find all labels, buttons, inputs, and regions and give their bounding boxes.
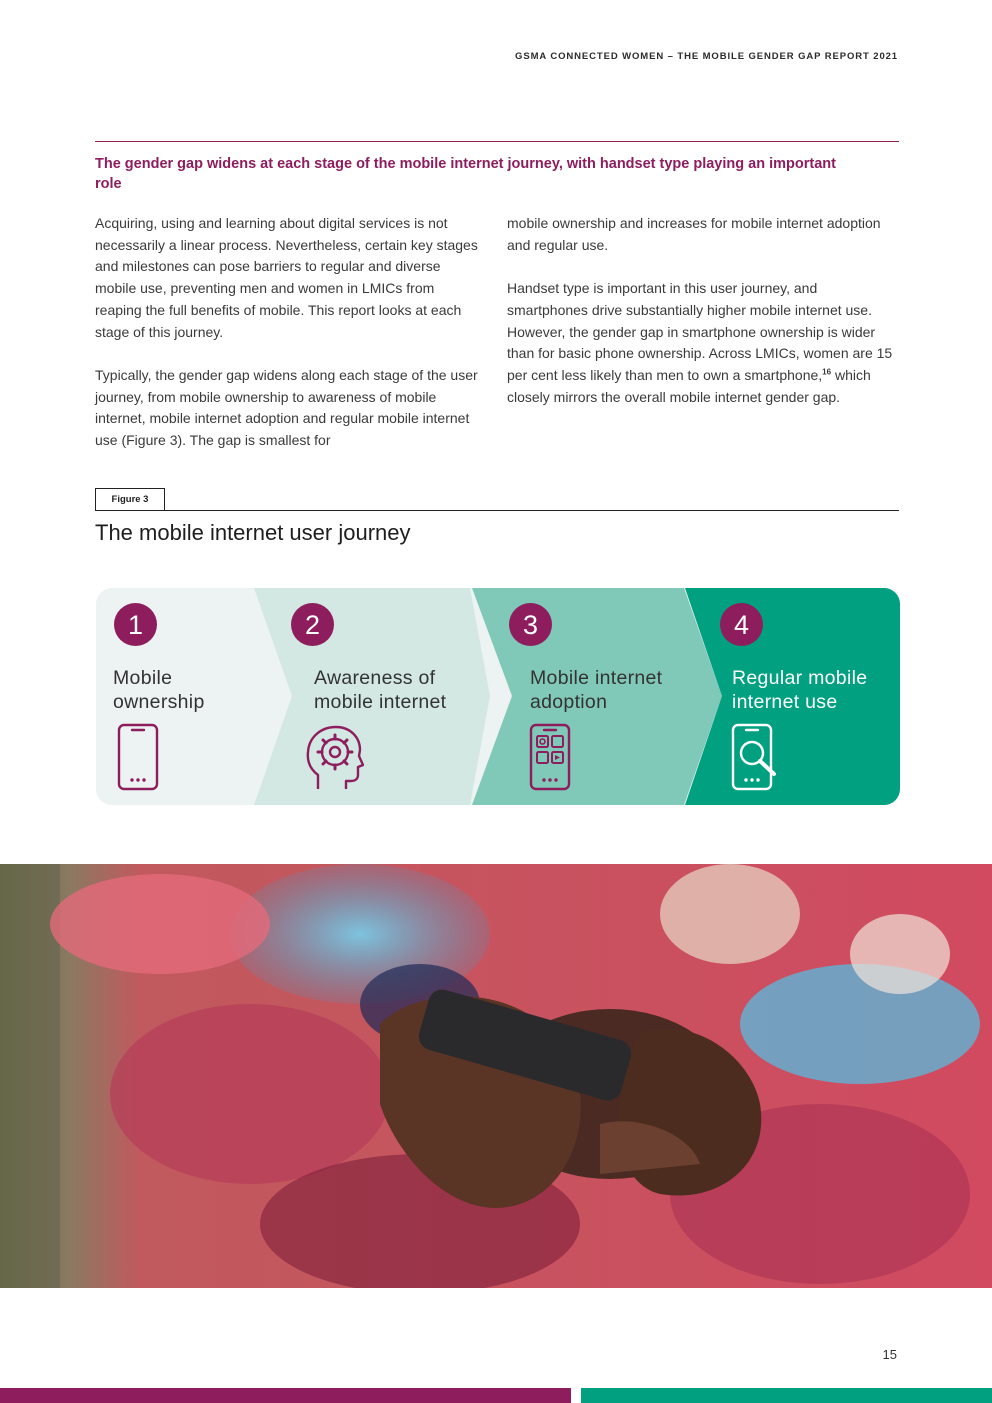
smartphone-icon [114, 722, 170, 792]
step-label: Mobile internet adoption [530, 667, 663, 713]
step-label: Mobile ownership [113, 667, 205, 713]
section-divider [95, 141, 899, 142]
footer-bar-purple [0, 1388, 571, 1403]
body-column-left [95, 213, 483, 473]
figure-divider [95, 510, 899, 511]
paragraph [507, 278, 895, 408]
woman-using-phone-photo [0, 864, 992, 1288]
figure-title: The mobile internet user journey [95, 520, 411, 545]
footnote-ref[interactable]: 16 [822, 367, 832, 377]
paragraph: Acquiring, using and learning about digital services is not necessarily a linear process. Nevertheless, certain key stages and milestones can pose barriers to regular and diverse mobile use, preventing men and women in LMICs from reaping the full benefits of mobile. This report looks at each stage of this journey. [95, 215, 478, 340]
paragraph: Typically, the gender gap widens along each stage of the user journey, from mobile ownership to awareness of mobile internet, mobile internet adoption and regular mobile internet use (Figure 3). The gap is smallest for [95, 366, 478, 449]
step-number: 4 [720, 603, 763, 646]
paragraph-text: Handset type is important in this user journey, and smartphones drive substantially higher mobile internet use. However, the gender gap in smartphone ownership is wider than for basic phone ownership. Across LMICs, women are 15 per cent less likely than men to own a smartphone, [507, 280, 893, 383]
page-number: 15 [882, 1347, 897, 1362]
body-column-right [507, 213, 895, 430]
running-header: GSMA CONNECTED WOMEN – THE MOBILE GENDER GAP REPORT 2021 [515, 51, 898, 62]
step-label: Regular mobile internet use [732, 667, 868, 713]
step-number: 1 [114, 603, 157, 646]
user-journey-diagram [96, 588, 900, 805]
step-label: Awareness of mobile internet [314, 667, 447, 713]
head-gear-icon [304, 722, 364, 792]
paragraph-text: which closely mirrors the overall mobile internet gender gap. [507, 366, 871, 405]
step-number: 2 [291, 603, 334, 646]
phone-apps-icon [526, 722, 582, 792]
section-title: The gender gap widens at each stage of the mobile internet journey, with handset type playing an important role [95, 156, 836, 192]
step-number: 3 [509, 603, 552, 646]
footer-bar-green [581, 1388, 992, 1403]
figure-label: Figure 3 [95, 488, 165, 510]
paragraph: mobile ownership and increases for mobile internet adoption and regular use. [507, 215, 881, 253]
phone-search-icon [728, 722, 784, 792]
